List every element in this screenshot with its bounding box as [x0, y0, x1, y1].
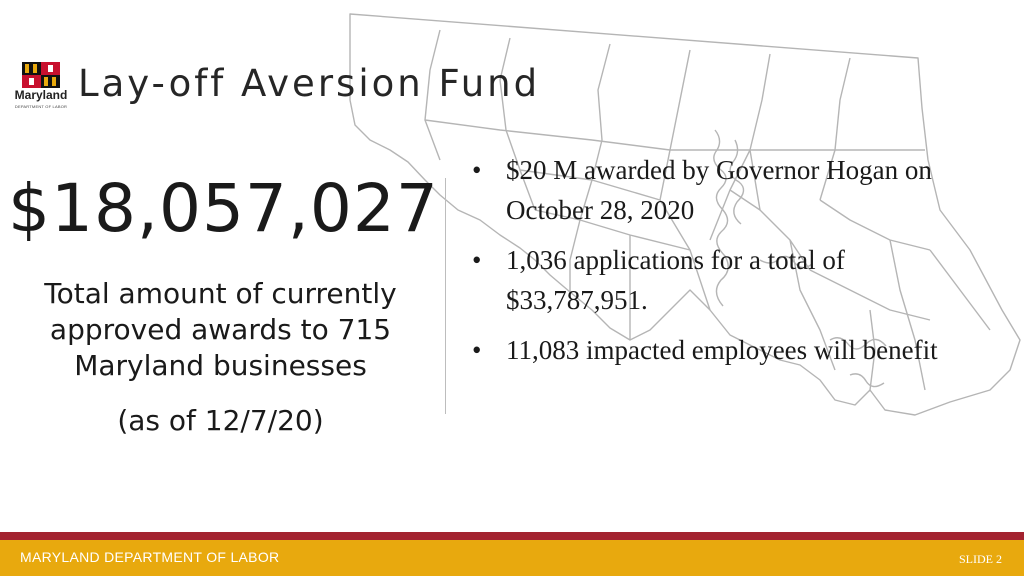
- total-amount: $18,057,027: [8, 170, 439, 247]
- bullet-text: 1,036 applications for a total of $33,787,951.: [506, 245, 845, 315]
- list-item: [472, 330, 942, 370]
- slide-number: SLIDE 2: [959, 552, 1002, 566]
- list-item: [472, 150, 942, 230]
- bullet-icon: •: [472, 155, 482, 185]
- logo-subtitle: DEPARTMENT OF LABOR: [14, 104, 68, 109]
- bullet-icon: •: [472, 245, 482, 275]
- description-line: approved awards to 715: [49, 313, 392, 346]
- department-logo: [10, 62, 72, 118]
- description-line: Total amount of currently: [44, 277, 397, 310]
- logo-name: Maryland: [14, 88, 68, 102]
- bullet-list: [472, 150, 942, 380]
- vertical-divider: [445, 178, 446, 414]
- amount-description: [8, 276, 433, 384]
- as-of-date: (as of 12/7/20): [117, 404, 324, 437]
- list-item: [472, 240, 942, 320]
- description-line: Maryland businesses: [74, 349, 367, 382]
- maryland-flag-icon: [22, 62, 60, 88]
- footer-organization: MARYLAND DEPARTMENT OF LABOR: [20, 549, 280, 565]
- bullet-text: $20 M awarded by Governor Hogan on October 28, 2020: [506, 155, 932, 225]
- bullet-text: 11,083 impacted employees will benefit: [506, 335, 938, 365]
- footer-red-band: [0, 532, 1024, 540]
- bullet-icon: •: [472, 335, 482, 365]
- page-title: Lay-off Aversion Fund: [78, 62, 541, 105]
